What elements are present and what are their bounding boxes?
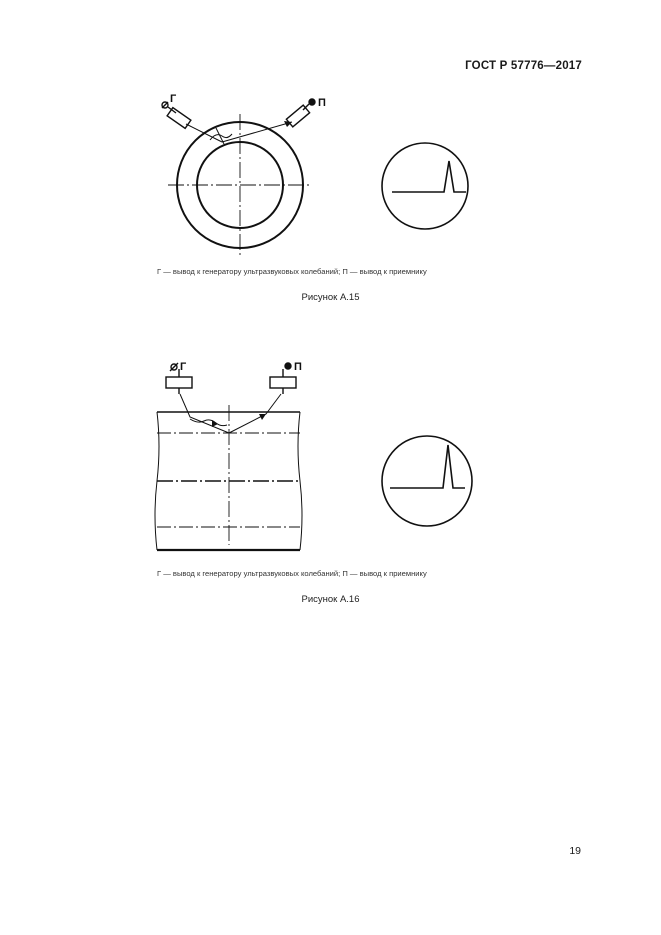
figure-a15-drawing [0, 85, 661, 255]
beam-path-incident [180, 394, 229, 433]
scope-signal [392, 161, 466, 192]
receiver-label: П [294, 361, 302, 373]
scope-screen [382, 436, 472, 526]
document-header: ГОСТ Р 57776—2017 [465, 60, 582, 72]
beam-path-reflected [229, 394, 281, 433]
scope-screen [382, 143, 468, 229]
receiver-probe [270, 363, 296, 394]
receiver-label: П [318, 97, 326, 109]
figure-a15-legend: Г — вывод к генератору ультразвуковых колебаний; П — вывод к приемнику [157, 267, 427, 276]
page-number: 19 [569, 845, 581, 857]
figure-a16-caption: Рисунок А.16 [301, 594, 360, 605]
generator-probe [166, 363, 192, 394]
scope-signal [390, 445, 465, 488]
figure-a15-caption: Рисунок А.15 [301, 292, 360, 303]
figure-a16-drawing [0, 355, 661, 555]
generator-label: Г [180, 361, 187, 373]
figure-a16-legend: Г — вывод к генератору ультразвуковых колебаний; П — вывод к приемнику [157, 569, 427, 578]
generator-label: Г [170, 93, 177, 105]
